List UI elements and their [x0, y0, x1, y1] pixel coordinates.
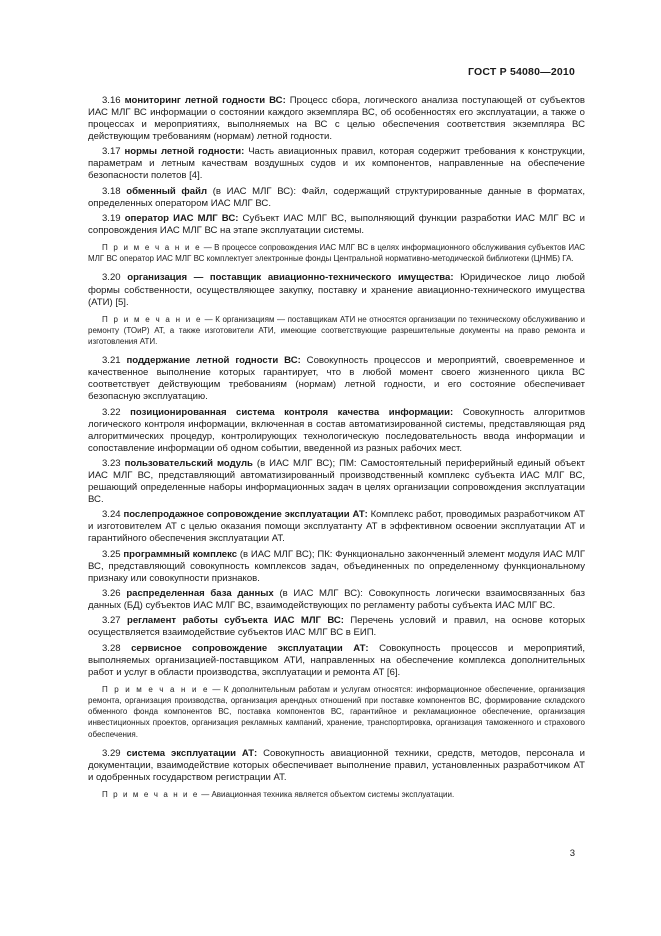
definition-text: Совокупность процессов и мероприятий, выполняемых организацией-поставщиком АТИ, направленных на обеспечение комплекса дополнительных работ и услуг в области производства, эксплуатации и ремонта АТ [6].: [88, 642, 586, 678]
definition-text: Совокупность процессов и мероприятий, своевременное и качественное выполнение которых гарантирует, что в любой момент своего жизненного цикла ВС соответствует действующим требованиям (нормам) летной годности, и его состояние обеспечивает безопасную эксплуатацию.: [88, 355, 585, 403]
note-text: — В процессе сопровождения ИАС МЛГ ВС в целях информационного обслуживания субъектов ИАС МЛГ ВС оператор ИАС МЛГ ВС комплектует электронные фонды Центральной нормативно-методической библиотеки (ЦНМБ) ГА.: [88, 243, 586, 264]
note-label: П р и м е ч а н и е: [102, 789, 199, 799]
definition-number: 3.27: [102, 615, 121, 627]
definition-entry: [88, 643, 585, 679]
definition-term: пользовательский модуль: [124, 457, 253, 469]
definition-text: Юридическое лицо любой формы собственности, осуществляющее закупку, поставку и хранение авиационно-технического имущества (АТИ) [5].: [88, 272, 586, 308]
definition-text: (в ИАС МЛГ ВС): Совокупность логически взаимосвязанных баз данных (БД) субъектов ИАС МЛГ ВС, взаимодействующих по регламенту работы субъекта ИАС МЛГ ВС.: [88, 588, 586, 612]
definition-number: 3.21: [102, 355, 121, 367]
definition-text: Перечень условий и правил, на основе которых осуществляется взаимодействие субъектов ИАС МЛГ ВС в ЕИП.: [88, 615, 585, 639]
definition-term: обменный файл: [126, 185, 208, 197]
note: [88, 242, 585, 264]
note-label: П р и м е ч а н и е: [102, 684, 210, 694]
note-text: — К организациям — поставщикам АТИ не относятся организации по техническому обслуживанию и ремонту (ТОиР) АТ, а также изготовители АТИ, имеющие соответствующие разрешительные документы на право ремонта и изготовления АТИ.: [88, 314, 585, 347]
definition-number: 3.20: [102, 272, 121, 284]
definition-term: послепродажное сопровождение эксплуатации АТ:: [123, 509, 368, 521]
definition-entry: [88, 146, 585, 182]
definition-number: 3.26: [102, 588, 121, 600]
note: [88, 314, 585, 348]
definition-text: Комплекс работ, проводимых разработчиком АТ и изготовителем АТ с целью оказания помощи эксплуатанту АТ в эффективном освоении эксплуатации АТ и гарантийного обеспечения эксплуатации АТ.: [88, 509, 585, 545]
definition-entry: [88, 458, 585, 506]
note-label: П р и м е ч а н и е: [102, 314, 203, 324]
definition-number: 3.18: [102, 185, 121, 197]
definition-number: 3.22: [102, 406, 121, 418]
definition-number: 3.19: [102, 212, 121, 224]
definition-text: (в ИАС МЛГ ВС); ПК: Функционально законченный элемент модуля ИАС МЛГ ВС, представляющий совокупность комплексов задач, объединенных по определенному функциональному признаку или совокупности признаков.: [88, 548, 585, 584]
definition-entry: [88, 186, 585, 210]
definition-number: 3.17: [102, 146, 121, 158]
definition-text: (в ИАС МЛГ ВС); ПМ: Самостоятельный периферийный единый объект ИАС МЛГ ВС, представляющий автоматизированный производственный комплекс субъекта ИАС МЛГ ВС, решающий определенные наборы информационных задач в целях организации сопровождения эксплуатации ВС.: [88, 457, 586, 506]
definition-number: 3.24: [102, 509, 121, 521]
definition-entry: [88, 588, 585, 612]
definition-term: поддержание летной годности ВС:: [126, 355, 301, 367]
definition-number: 3.16: [102, 95, 121, 106]
definition-entry: [88, 213, 585, 237]
definition-entry: [88, 549, 585, 585]
definition-text: Часть авиационных правил, которая содержит требования к конструкции, параметрам и летным качествам воздушных судов и их компонентов, направленные на обеспечение безопасности полетов [4].: [88, 146, 585, 182]
definition-text: Совокупность авиационной техники, средств, методов, персонала и документации, взаимодействие которых обеспечивает выполнение правил, установленных разработчиком АТ и одобренных государством регистрации АТ.: [88, 747, 585, 783]
definition-number: 3.23: [102, 457, 121, 469]
definition-number: 3.25: [102, 548, 121, 560]
definition-term: мониторинг летной годности ВС:: [124, 95, 286, 106]
definition-text: (в ИАС МЛГ ВС): Файл, содержащий структурированные данные в форматах, определенных оператором ИАС МЛГ ВС.: [88, 185, 585, 209]
definition-text: Совокупность алгоритмов логического контроля информации, включенная в состав автоматизированной системы, представляющая ряд алгоритмических процедур, контролирующих технологическую последовательность ввода информации и сопоставление информации об одном событии, введенной из разных рабочих мест.: [88, 406, 586, 454]
definition-term: нормы летной годности:: [124, 146, 245, 158]
page-number: 3: [569, 848, 575, 859]
definitions-list: [88, 95, 585, 808]
definition-entry: [88, 509, 585, 545]
definition-text: Субъект ИАС МЛГ ВС, выполняющий функции разработки ИАС МЛГ ВС и сопровождения ИАС МЛГ ВС на этапе эксплуатации системы.: [88, 212, 586, 237]
definition-term: распределенная база данных: [126, 588, 274, 600]
definition-entry: [88, 272, 585, 308]
definition-term: система эксплуатации АТ:: [126, 747, 258, 759]
definition-term: организация — поставщик авиационно-технического имущества:: [127, 272, 454, 284]
definition-term: позиционированная система контроля качества информации:: [130, 406, 454, 418]
note-text: — Авиационная техника является объектом системы эксплуатации.: [201, 789, 455, 799]
definition-entry: [88, 355, 585, 403]
definition-number: 3.29: [102, 747, 121, 759]
definition-number: 3.28: [102, 642, 121, 654]
definition-term: регламент работы субъекта ИАС МЛГ ВС:: [126, 615, 344, 627]
definition-term: сервисное сопровождение эксплуатации АТ:: [131, 642, 369, 654]
document-id-header: ГОСТ Р 54080—2010: [467, 66, 575, 78]
definition-entry: [88, 95, 585, 143]
definition-entry: [88, 615, 585, 639]
definition-entry: [88, 407, 585, 455]
definition-term: оператор ИАС МЛГ ВС:: [124, 212, 239, 224]
note-text: — К дополнительным работам и услугам относятся: информационное обеспечение, организация ремонта, организация производства, организация арендных отношений при поставке компонентов ВС, формирование складского обменного фонда компонентов ВС, поставка компонентов ВС, гарантийное и рекламационное обеспечение, организация инвестиционных проектов, организация рекламных кампаний, хранение, транспортировка, организация таможенного и страхового обеспечения.: [88, 684, 585, 739]
definition-entry: [88, 748, 585, 784]
note: [88, 684, 585, 740]
note-label: П р и м е ч а н и е: [102, 243, 202, 253]
definition-term: программный комплекс: [123, 548, 238, 560]
note: [88, 789, 585, 800]
definition-text: Процесс сбора, логического анализа поступающей от субъектов ИАС МЛГ ВС информации о состоянии каждого экземпляра ВС, об особенностях его эксплуатации, а также о процессах и мероприятиях, выполняемых на ВС с целью обеспечения соответствия экземпляра ВС действующим требованиям (нормам) летной годности.: [88, 95, 585, 143]
